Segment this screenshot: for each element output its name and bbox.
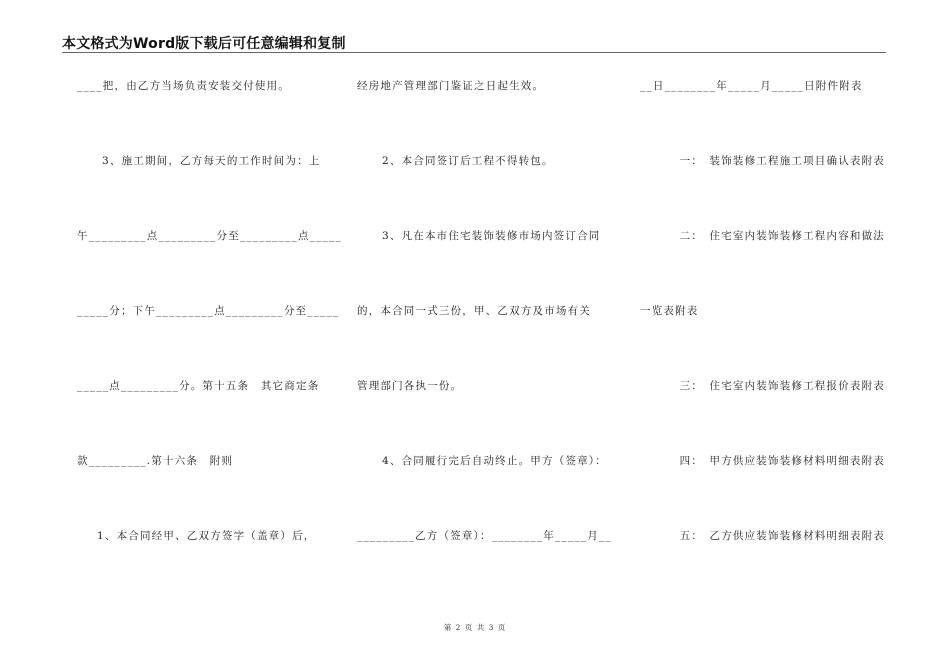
paragraph-line: 午_________点_________分至_________点_____ [77,230,342,242]
paragraph-line: 4、合同履行完后自动终止。甲方（签章）： [382,455,607,467]
page-number-footer: 第 2 页 共 3 页 [443,623,507,632]
paragraph-line: 1、本合同经甲、乙双方签字（盖章）后， [97,530,316,542]
paragraph-line: 一览表附表 [640,305,699,317]
paragraph-line: _____分；下午_________点_________分至_____ [77,305,340,317]
paragraph-line: 3、凡在本市住宅装饰装修市场内签订合同 [382,230,601,242]
document-header-title: 本文格式为Word版下载后可任意编辑和复制 [62,36,346,52]
paragraph-line: 三： 住宅室内装饰装修工程报价表附表 [679,380,885,392]
paragraph-line: 款_________.第十六条 附则 [77,455,234,467]
paragraph-line: 五： 乙方供应装饰装修材料明细表附表 [679,530,885,542]
paragraph-line: __日________年_____月_____日附件附表 [640,80,863,92]
header-divider [62,52,886,53]
paragraph-line: _____点_________分。第十五条 其它商定条 [77,380,320,392]
paragraph-line: _________乙方（签章）：________年_____月__ [357,530,612,542]
paragraph-line: ____把，由乙方当场负责安装交付使用。 [77,80,290,92]
paragraph-line: 的，本合同一式三份，甲、乙双方及市场有关 [357,305,591,317]
paragraph-line: 一： 装饰装修工程施工项目确认表附表 [679,155,885,167]
paragraph-line: 3、施工期间，乙方每天的工作时间为：上 [102,155,321,167]
paragraph-line: 二： 住宅室内装饰装修工程内容和做法 [679,230,885,242]
paragraph-line: 经房地产管理部门鉴证之日起生效。 [357,80,545,92]
paragraph-line: 2、本合同签订后工程不得转包。 [382,155,554,167]
paragraph-line: 管理部门各执一份。 [357,380,463,392]
paragraph-line: 四： 甲方供应装饰装修材料明细表附表 [679,455,885,467]
